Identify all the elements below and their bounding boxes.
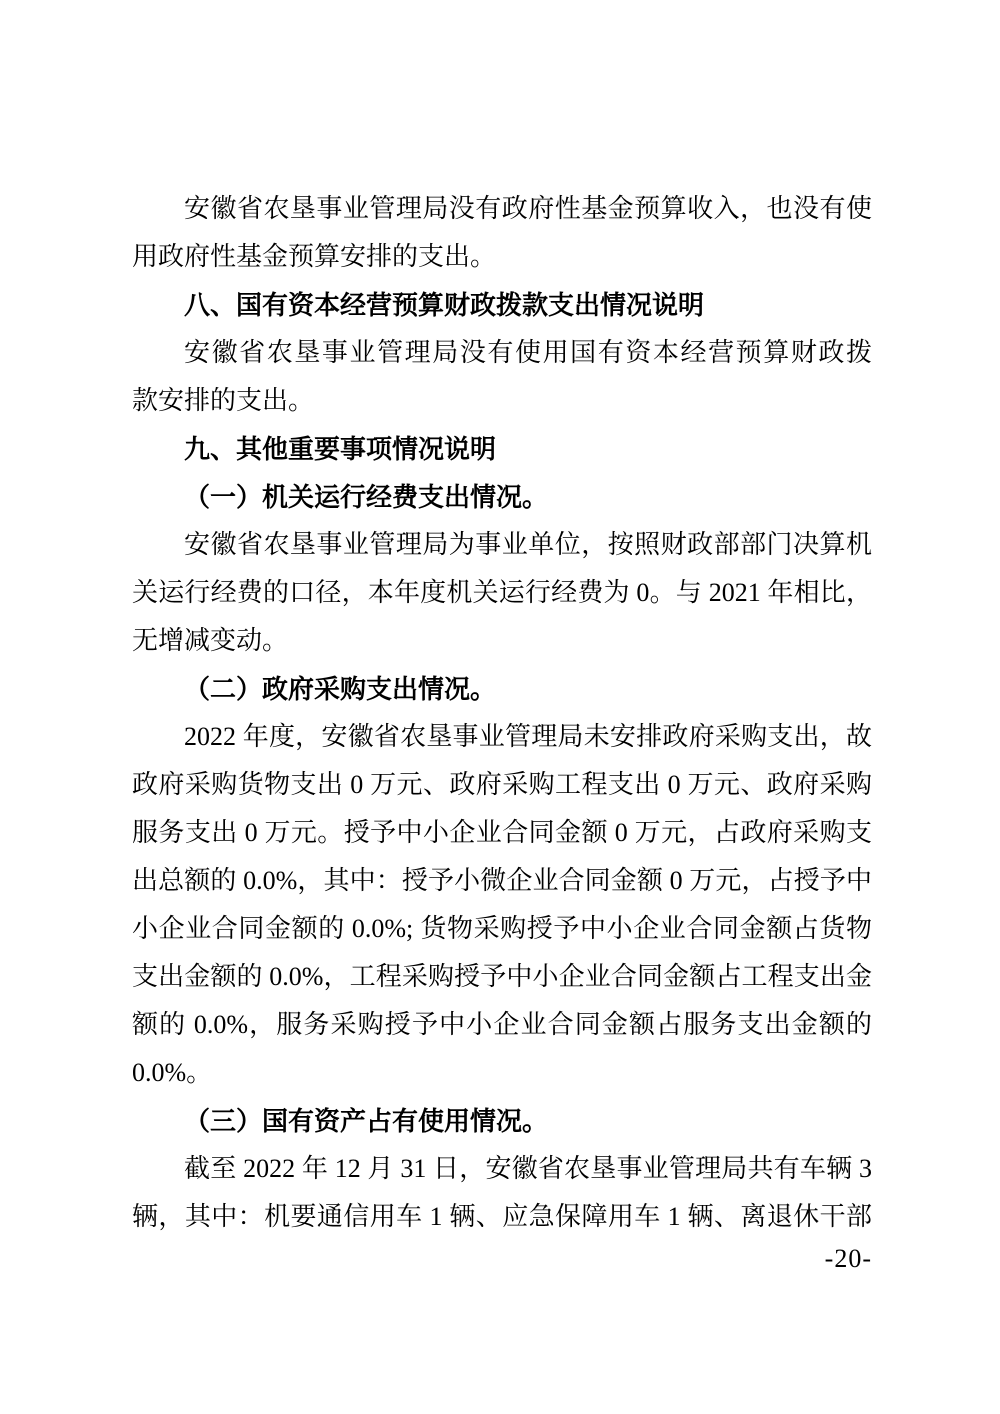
page-number: -20- [824, 1244, 872, 1273]
paragraph-line: 支出金额的 0.0%，工程采购授予中小企业合同金额占工程支出金 [132, 962, 872, 991]
section-heading: 九、其他重要事项情况说明 [184, 434, 497, 464]
paragraph-line: 款安排的支出。 [132, 386, 315, 415]
document-body [132, 185, 872, 1241]
section-heading: 八、国有资本经营预算财政拨款支出情况说明 [184, 290, 705, 320]
paragraph-line: 用政府性基金预算安排的支出。 [132, 242, 497, 271]
paragraph-line: 安徽省农垦事业管理局没有政府性基金预算收入，也没有使 [184, 194, 872, 223]
paragraph-line: 额的 0.0%，服务采购授予中小企业合同金额占服务支出金额的 [132, 1010, 872, 1039]
paragraph-line: 关运行经费的口径，本年度机关运行经费为 0。与 2021 年相比， [132, 578, 872, 607]
paragraph-line: 出总额的 0.0%，其中：授予小微企业合同金额 0 万元，占授予中 [132, 866, 872, 895]
paragraph-line: 截至 2022 年 12 月 31 日，安徽省农垦事业管理局共有车辆 3 [184, 1154, 872, 1183]
paragraph-line: 安徽省农垦事业管理局为事业单位，按照财政部部门决算机 [184, 530, 872, 559]
paragraph-line: 安徽省农垦事业管理局没有使用国有资本经营预算财政拨 [184, 338, 872, 367]
section-heading: （一）机关运行经费支出情况。 [184, 482, 549, 512]
paragraph-line: 小企业合同金额的 0.0%; 货物采购授予中小企业合同金额占货物 [132, 914, 872, 943]
paragraph-line: 政府采购货物支出 0 万元、政府采购工程支出 0 万元、政府采购 [132, 770, 872, 799]
paragraph-line: 无增减变动。 [132, 626, 289, 655]
section-heading: （二）政府采购支出情况。 [184, 674, 497, 704]
paragraph-line: 0.0%。 [132, 1058, 213, 1087]
paragraph-line: 服务支出 0 万元。授予中小企业合同金额 0 万元，占政府采购支 [132, 818, 872, 847]
paragraph-line: 2022 年度，安徽省农垦事业管理局未安排政府采购支出，故 [184, 722, 872, 751]
paragraph-line: 辆，其中：机要通信用车 1 辆、应急保障用车 1 辆、离退休干部 [132, 1202, 872, 1231]
section-heading: （三）国有资产占有使用情况。 [184, 1106, 549, 1136]
